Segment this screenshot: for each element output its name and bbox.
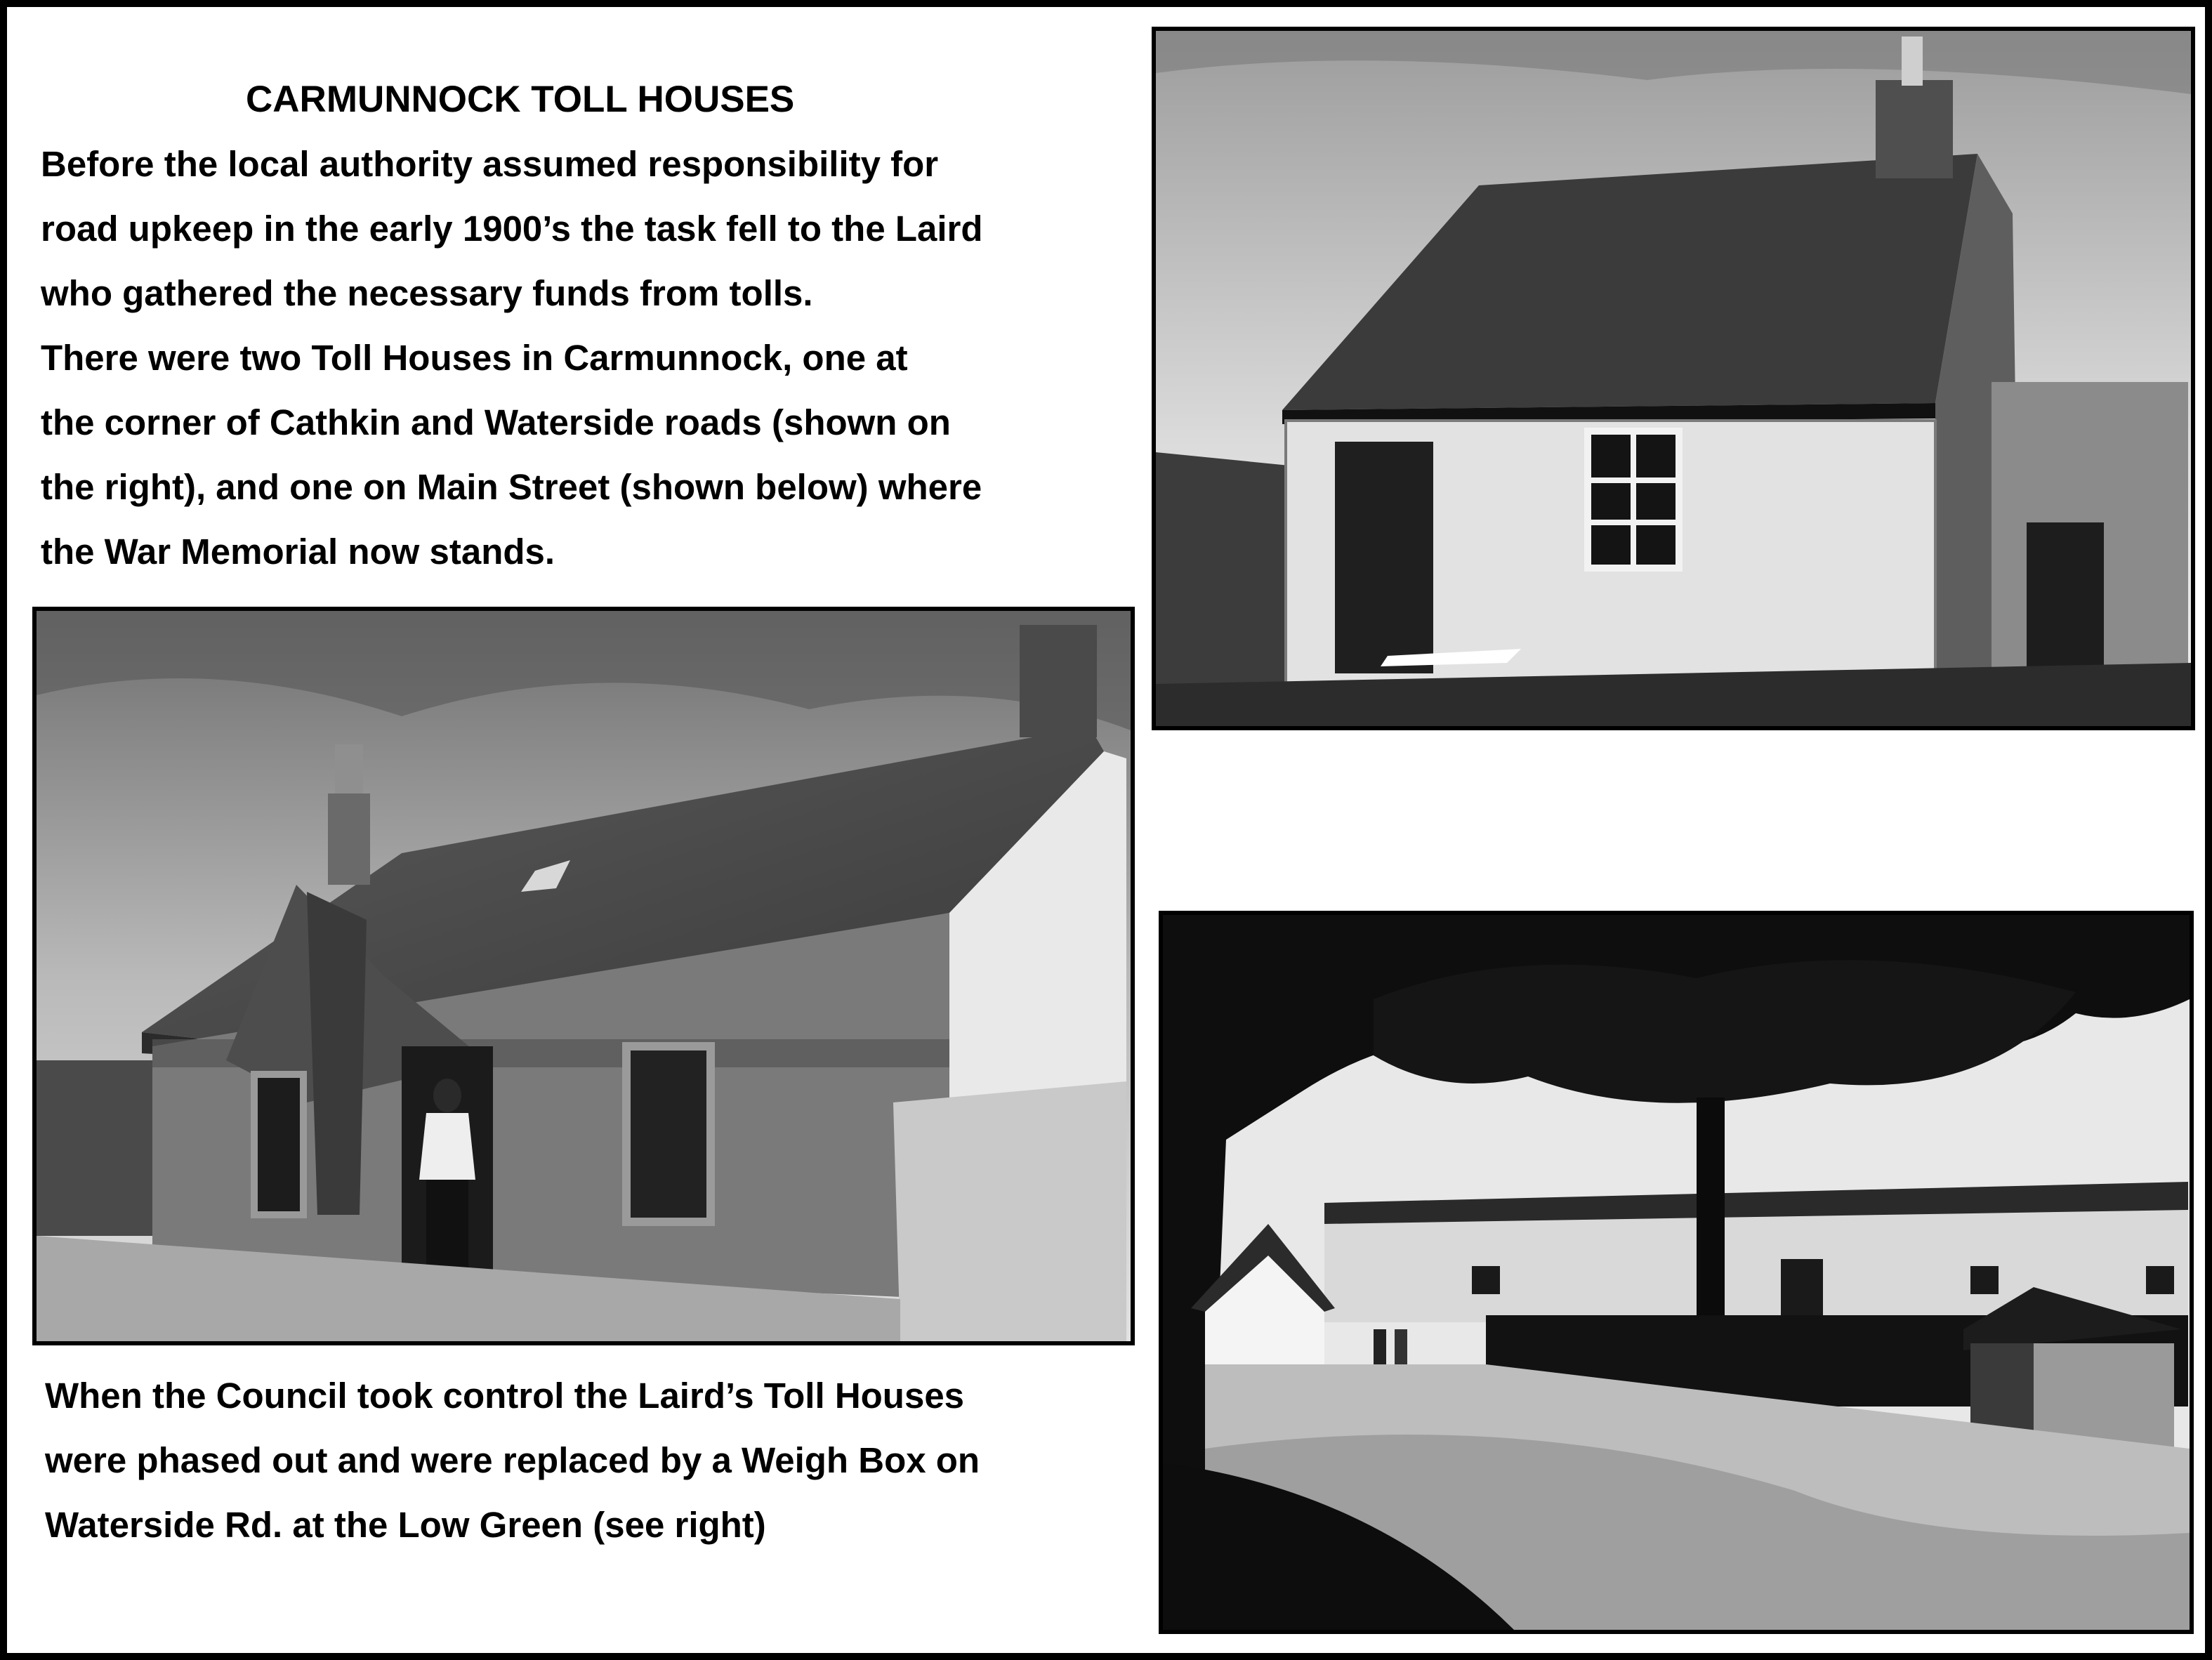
outro-line: were phased out and were replaced by a Weigh Box on	[45, 1440, 980, 1480]
intro-line: the War Memorial now stands.	[41, 532, 555, 572]
outro-line: Waterside Rd. at the Low Green (see right)	[45, 1505, 766, 1545]
outro-line: When the Council took control the Laird’s Toll Houses	[45, 1376, 965, 1416]
intro-line: who gathered the necessary funds from tolls.	[41, 273, 813, 313]
intro-line: the right), and one on Main Street (shown below) where	[41, 467, 982, 507]
cathkin-waterside-toll-house-photo	[1152, 27, 2195, 730]
main-street-toll-house-photo	[32, 607, 1135, 1345]
intro-line: There were two Toll Houses in Carmunnock, one at	[41, 338, 908, 378]
intro-line: road upkeep in the early 1900’s the task fell to the Laird	[41, 209, 983, 249]
weigh-box-photo	[1159, 911, 2194, 1634]
page-title: CARMUNNOCK TOLL HOUSES	[246, 79, 795, 120]
outro-paragraph	[45, 1364, 980, 1557]
intro-line: Before the local authority assumed responsibility for	[41, 144, 939, 184]
intro-paragraph	[41, 132, 983, 584]
intro-line: the corner of Cathkin and Waterside roads (shown on	[41, 402, 951, 442]
